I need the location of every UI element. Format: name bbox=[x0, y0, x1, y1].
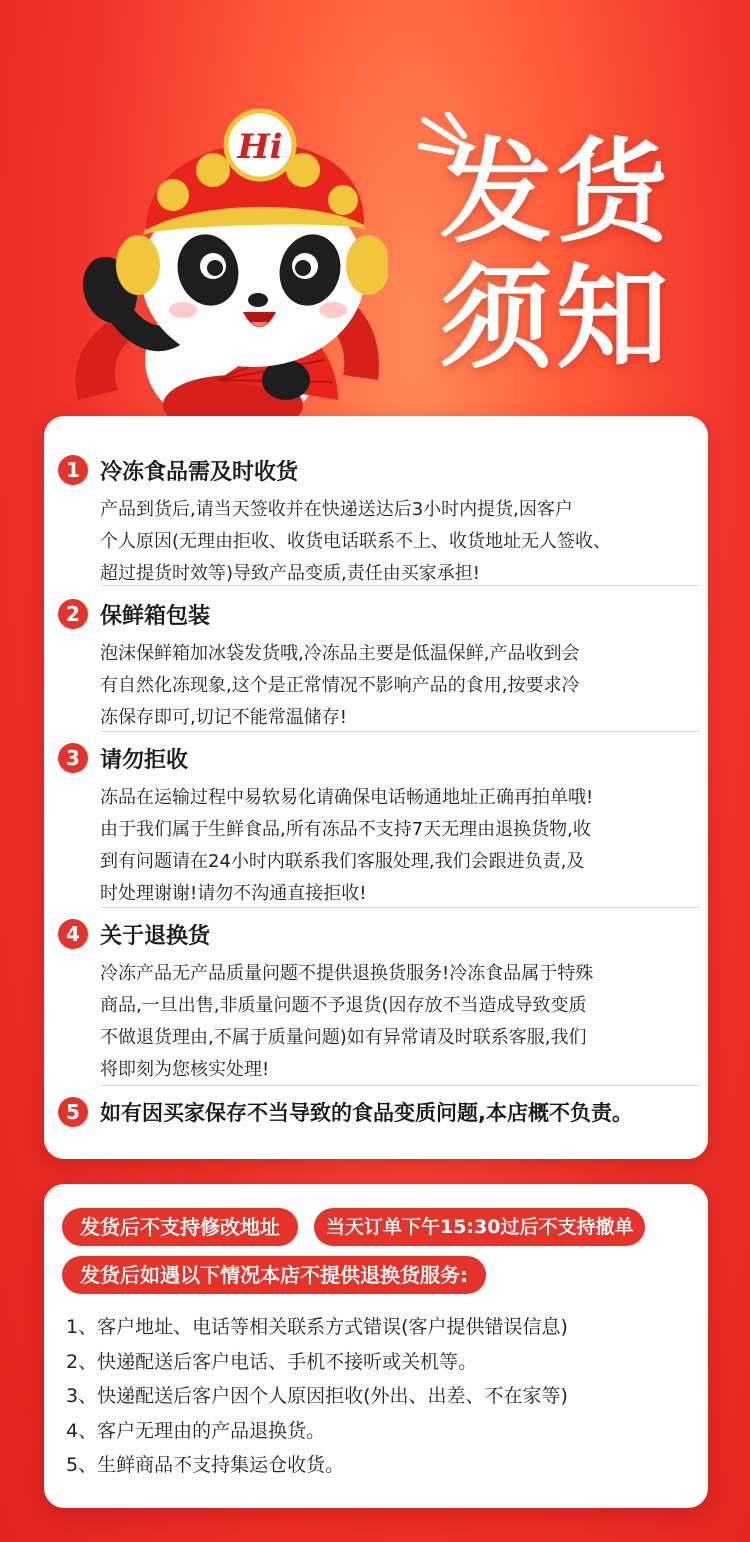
headline-line1: 发货 bbox=[440, 128, 672, 258]
notice-section-4 bbox=[56, 914, 696, 1086]
list-item: 1、客户地址、电话等相关联系方式错误(客户提供错误信息) bbox=[66, 1316, 568, 1338]
list-item: 3、快递配送后客户因个人原因拒收(外出、出差、不在家等) bbox=[66, 1385, 568, 1407]
section-number-badge: 3 bbox=[58, 743, 88, 773]
policy-card bbox=[44, 1184, 708, 1508]
section-line: 泡沫保鲜箱加冰袋发货哦,冷冻品主要是低温保鲜,产品收到会 bbox=[100, 643, 580, 664]
section-line: 不做退货理由,不属于质量问题)如有异常请及时联系客服,我们 bbox=[100, 1027, 587, 1048]
section-title: 冷冻食品需及时收货 bbox=[100, 459, 299, 485]
section-title: 关于退换货 bbox=[100, 923, 211, 949]
section-title: 请勿拒收 bbox=[100, 747, 189, 773]
section-line: 个人原因(无理由拒收、收货电话联系不上、收货地址无人签收、 bbox=[100, 531, 612, 552]
section-divider bbox=[100, 731, 700, 732]
notice-section-5 bbox=[56, 1092, 696, 1132]
list-item: 4、客户无理由的产品退换货。 bbox=[66, 1419, 326, 1442]
list-item: 5、生鲜商品不支持集运仓收货。 bbox=[66, 1454, 345, 1476]
section-number-badge: 4 bbox=[58, 919, 88, 949]
section-line: 时处理谢谢!请勿不沟通直接拒收! bbox=[100, 883, 367, 904]
section-number-badge: 5 bbox=[58, 1097, 88, 1127]
policy-tag-no-cancel: 当天订单下午15:30过后不支持撤单 bbox=[314, 1208, 645, 1246]
section-line: 产品到货后,请当天签收并在快递送达后3小时内提货,因客户 bbox=[100, 499, 573, 520]
panda-mascot-illustration bbox=[48, 60, 388, 420]
section-divider bbox=[100, 1085, 700, 1086]
section-number-badge: 2 bbox=[58, 599, 88, 629]
section-number-badge: 1 bbox=[58, 455, 88, 485]
headline-line2: 须知 bbox=[440, 254, 672, 384]
section-body bbox=[100, 638, 680, 734]
policy-tag-no-return: 发货后如遇以下情况本店不提供退换货服务: bbox=[62, 1256, 486, 1294]
section-line: 商品,一旦出售,非质量问题不予退货(因存放不当造成导致变质 bbox=[100, 995, 587, 1016]
section-line: 由于我们属于生鲜食品,所有冻品不支持7天无理由退换货物,收 bbox=[100, 819, 591, 840]
section-divider bbox=[100, 585, 700, 586]
notice-section-2 bbox=[56, 594, 696, 734]
section-body bbox=[100, 782, 680, 910]
section-body bbox=[100, 958, 680, 1086]
notice-section-3 bbox=[56, 738, 696, 910]
policy-rules-list bbox=[66, 1310, 568, 1483]
policy-tag-no-address-change: 发货后不支持修改地址 bbox=[62, 1208, 298, 1246]
list-item: 2、快递配送后客户电话、手机不接听或关机等。 bbox=[66, 1350, 478, 1373]
section-line: 到有问题请在24小时内联系我们客服处理,我们会跟进负责,及 bbox=[100, 851, 585, 872]
section-line: 冻品在运输过程中易软易化请确保电话畅通地址正确再拍单哦! bbox=[100, 787, 594, 808]
section-title: 保鲜箱包装 bbox=[100, 603, 211, 629]
section-divider bbox=[100, 907, 700, 908]
headline bbox=[440, 130, 730, 382]
section-line: 冷冻产品无产品质量问题不提供退换货服务!冷冻食品属于特殊 bbox=[100, 963, 594, 984]
notice-section-1 bbox=[56, 450, 696, 590]
section-line: 将即刻为您核实处理! bbox=[100, 1059, 270, 1080]
section-body bbox=[100, 494, 680, 590]
mascot-hat-badge: Hi bbox=[237, 127, 283, 167]
notice-card bbox=[44, 416, 708, 1159]
section-line: 超过提货时效等)导致产品变质,责任由买家承担! bbox=[100, 563, 480, 584]
section-line: 有自然化冻现象,这个是正常情况不影响产品的食用,按要求冷 bbox=[100, 675, 580, 696]
section-title: 如有因买家保存不当导致的食品变质问题,本店概不负责。 bbox=[100, 1101, 633, 1125]
section-line: 冻保存即可,切记不能常温储存! bbox=[100, 707, 347, 728]
